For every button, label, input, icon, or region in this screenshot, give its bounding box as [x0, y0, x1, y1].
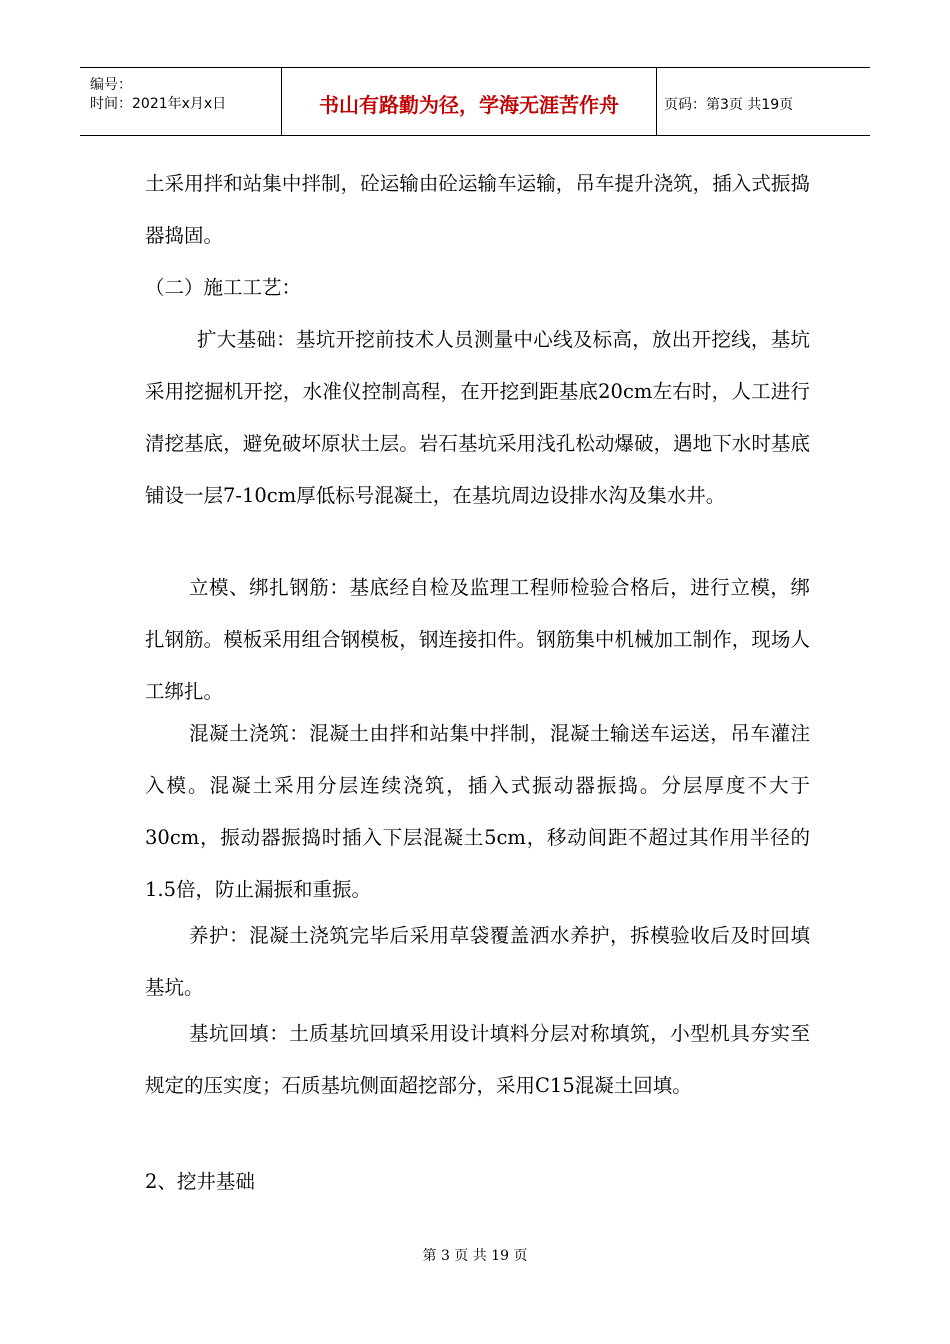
header-meta-cell [80, 68, 282, 135]
header-motto: 书山有路勤为径，学海无涯苦作舟 [319, 93, 619, 117]
body-paragraph-1: 土采用拌和站集中拌制，砼运输由砼运输车运输，吊车提升浇筑，插入式振捣器捣固。 [145, 172, 810, 247]
header-page-info: 页码：第3页 共19页 [664, 97, 794, 113]
body-paragraph-backfill: 基坑回填：土质基坑回填采用设计填料分层对称填筑，小型机具夯实至规定的压实度；石质基坑侧面超挖部分，采用C15混凝土回填。 [145, 1022, 810, 1097]
section-heading-process: （二）施工工艺： [145, 276, 302, 299]
body-paragraph-curing: 养护：混凝土浇筑完毕后采用草袋覆盖洒水养护，拆模验收后及时回填基坑。 [145, 924, 810, 999]
body-paragraph-concrete: 混凝土浇筑：混凝土由拌和站集中拌制，混凝土输送车运送，吊车灌注入模。混凝土采用分层连续浇筑，插入式振动器振捣。分层厚度不大于30cm，振动器振捣时插入下层混凝土5cm，移动间距不超过其作用半径的1.5倍，防止漏振和重振。 [145, 722, 810, 901]
section-heading-well-foundation: 2、挖井基础 [145, 1170, 255, 1193]
body-paragraph-foundation: 扩大基础：基坑开挖前技术人员测量中心线及标高，放出开挖线，基坑采用挖掘机开挖，水准仪控制高程，在开挖到距基底20cm左右时，人工进行清挖基底，避免破坏原状土层。岩石基坑采用浅孔松动爆破，遇地下水时基底铺设一层7-10cm厚低标号混凝土，在基坑周边设排水沟及集水井。 [145, 328, 810, 507]
document-time-label: 时间：2021年x月x日 [90, 96, 227, 112]
page-footer: 第 3 页 共 19 页 [422, 1248, 528, 1264]
header-motto-cell [282, 68, 657, 135]
body-paragraph-formwork: 立模、绑扎钢筋：基底经自检及监理工程师检验合格后，进行立模，绑扎钢筋。模板采用组合钢模板，钢连接扣件。钢筋集中机械加工制作，现场人工绑扎。 [145, 576, 810, 703]
header-page-cell [657, 68, 870, 135]
document-number-label: 编号： [90, 77, 132, 93]
page-header [80, 67, 870, 136]
